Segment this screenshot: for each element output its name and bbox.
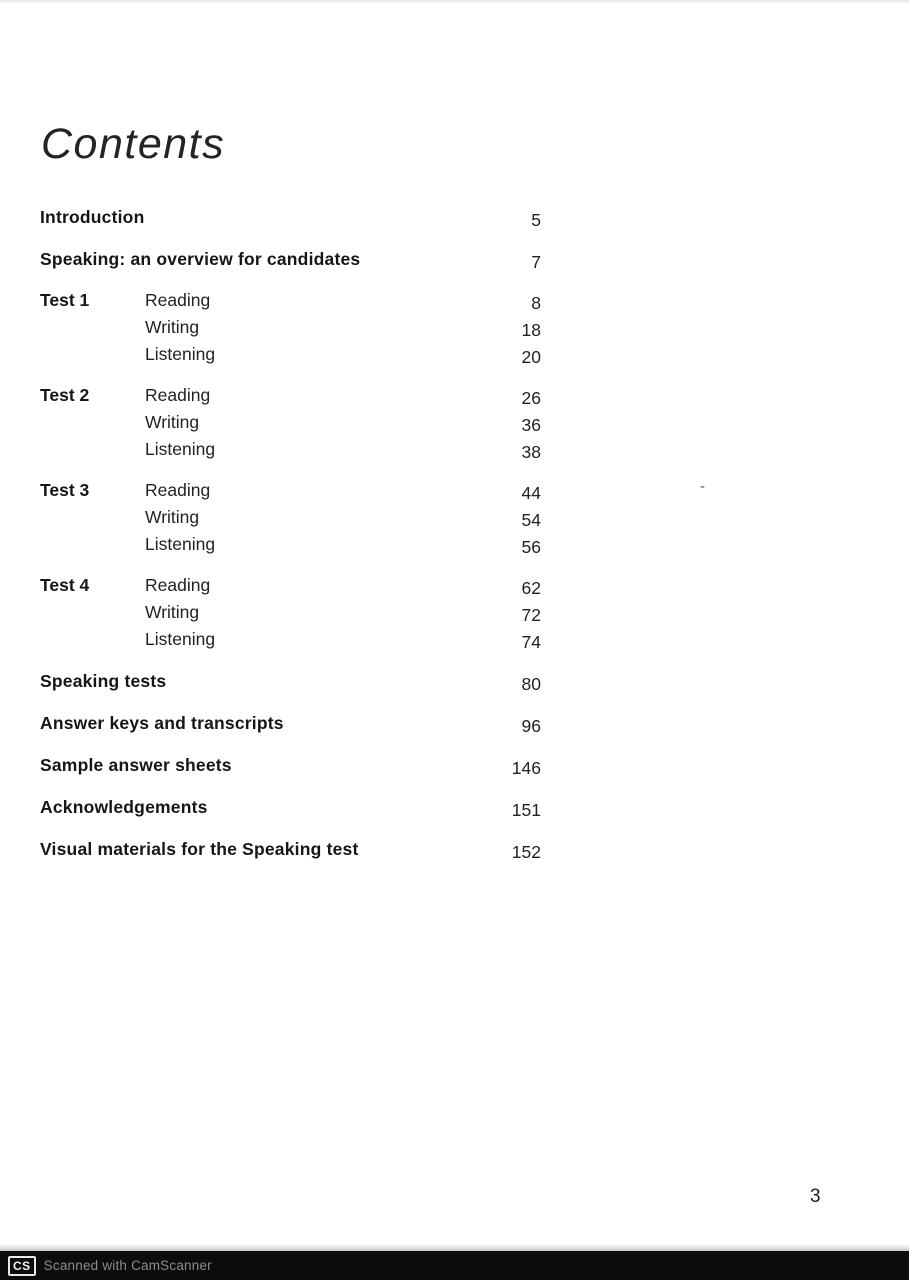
toc-subentry-label: Writing [145, 602, 200, 622]
toc-subentry-label: Reading [145, 290, 211, 310]
toc-entry-label: Speaking: an overview for candidates [40, 249, 361, 269]
toc-subentry-label: Writing [145, 412, 200, 432]
toc-subentry [40, 504, 541, 531]
toc-entry [40, 204, 541, 231]
toc-subentry [40, 477, 541, 504]
toc-entry-page: 80 [521, 674, 541, 694]
toc-test-block [40, 287, 541, 368]
toc-test-label: Test 2 [40, 385, 90, 405]
camscanner-icon: CS [8, 1256, 36, 1276]
toc-entry [40, 794, 541, 821]
toc-entry-page: 5 [531, 210, 541, 230]
toc-subentry-page: 44 [521, 483, 541, 503]
camscanner-footer [0, 1251, 909, 1280]
camscanner-text: Scanned with CamScanner [43, 1258, 212, 1273]
toc-subentry-label: Listening [145, 344, 216, 364]
toc-subentry [40, 572, 541, 599]
toc-subentry-label: Listening [145, 439, 216, 459]
toc-entry [40, 836, 541, 863]
toc-entry [40, 710, 541, 737]
toc-entry-label: Answer keys and transcripts [40, 713, 284, 733]
toc-subentry-label: Listening [145, 534, 216, 554]
toc-test-label: Test 1 [40, 290, 90, 310]
toc-subentry [40, 314, 541, 341]
toc-test-label: Test 3 [40, 480, 90, 500]
toc-subentry-page: 18 [521, 320, 541, 340]
toc-test-block [40, 477, 541, 558]
toc-entry-label: Visual materials for the Speaking test [40, 839, 359, 859]
toc-subentry-page: 38 [521, 442, 541, 462]
toc-entry-page: 152 [511, 842, 541, 862]
toc-subentry [40, 531, 541, 558]
toc-subentry [40, 409, 541, 436]
toc-subentry-page: 56 [521, 537, 541, 557]
toc-subentry [40, 382, 541, 409]
toc-subentry [40, 341, 541, 368]
toc-test-block [40, 382, 541, 463]
toc-subentry-page: 8 [531, 293, 541, 313]
toc-subentry [40, 626, 541, 653]
toc-entry-page: 146 [511, 758, 541, 778]
toc-subentry [40, 599, 541, 626]
toc-entry [40, 246, 541, 273]
toc-subentry-label: Writing [145, 507, 200, 527]
toc-subentry-label: Reading [145, 575, 211, 595]
toc-entry-page: 96 [521, 716, 541, 736]
page-title: Contents [41, 120, 226, 168]
toc-entry-label: Sample answer sheets [40, 755, 232, 775]
toc-subentry [40, 436, 541, 463]
toc-subentry-label: Reading [145, 385, 211, 405]
scan-top-edge [0, 0, 909, 4]
page-number: 3 [810, 1186, 821, 1207]
toc-entry-label: Introduction [40, 207, 145, 227]
toc-subentry-label: Listening [145, 629, 216, 649]
toc-subentry-page: 36 [521, 415, 541, 435]
toc-subentry-page: 74 [521, 632, 541, 652]
toc-test-label: Test 4 [40, 575, 90, 595]
toc-subentry-page: 62 [521, 578, 541, 598]
toc-subentry-page: 20 [521, 347, 541, 367]
toc-subentry-page: 26 [521, 388, 541, 408]
scan-artifact: - [700, 478, 705, 495]
toc-subentry-label: Writing [145, 317, 200, 337]
toc-entry-page: 151 [511, 800, 541, 820]
toc-entry [40, 752, 541, 779]
toc-subentry-page: 54 [521, 510, 541, 530]
toc-subentry-label: Reading [145, 480, 211, 500]
toc-entry [40, 668, 541, 695]
toc-entry-page: 7 [531, 252, 541, 272]
toc-entry-label: Acknowledgements [40, 797, 208, 817]
toc-entry-label: Speaking tests [40, 671, 167, 691]
scan-shadow [0, 1244, 909, 1251]
toc-test-block [40, 572, 541, 653]
table-of-contents [40, 204, 541, 863]
toc-subentry [40, 287, 541, 314]
toc-subentry-page: 72 [521, 605, 541, 625]
